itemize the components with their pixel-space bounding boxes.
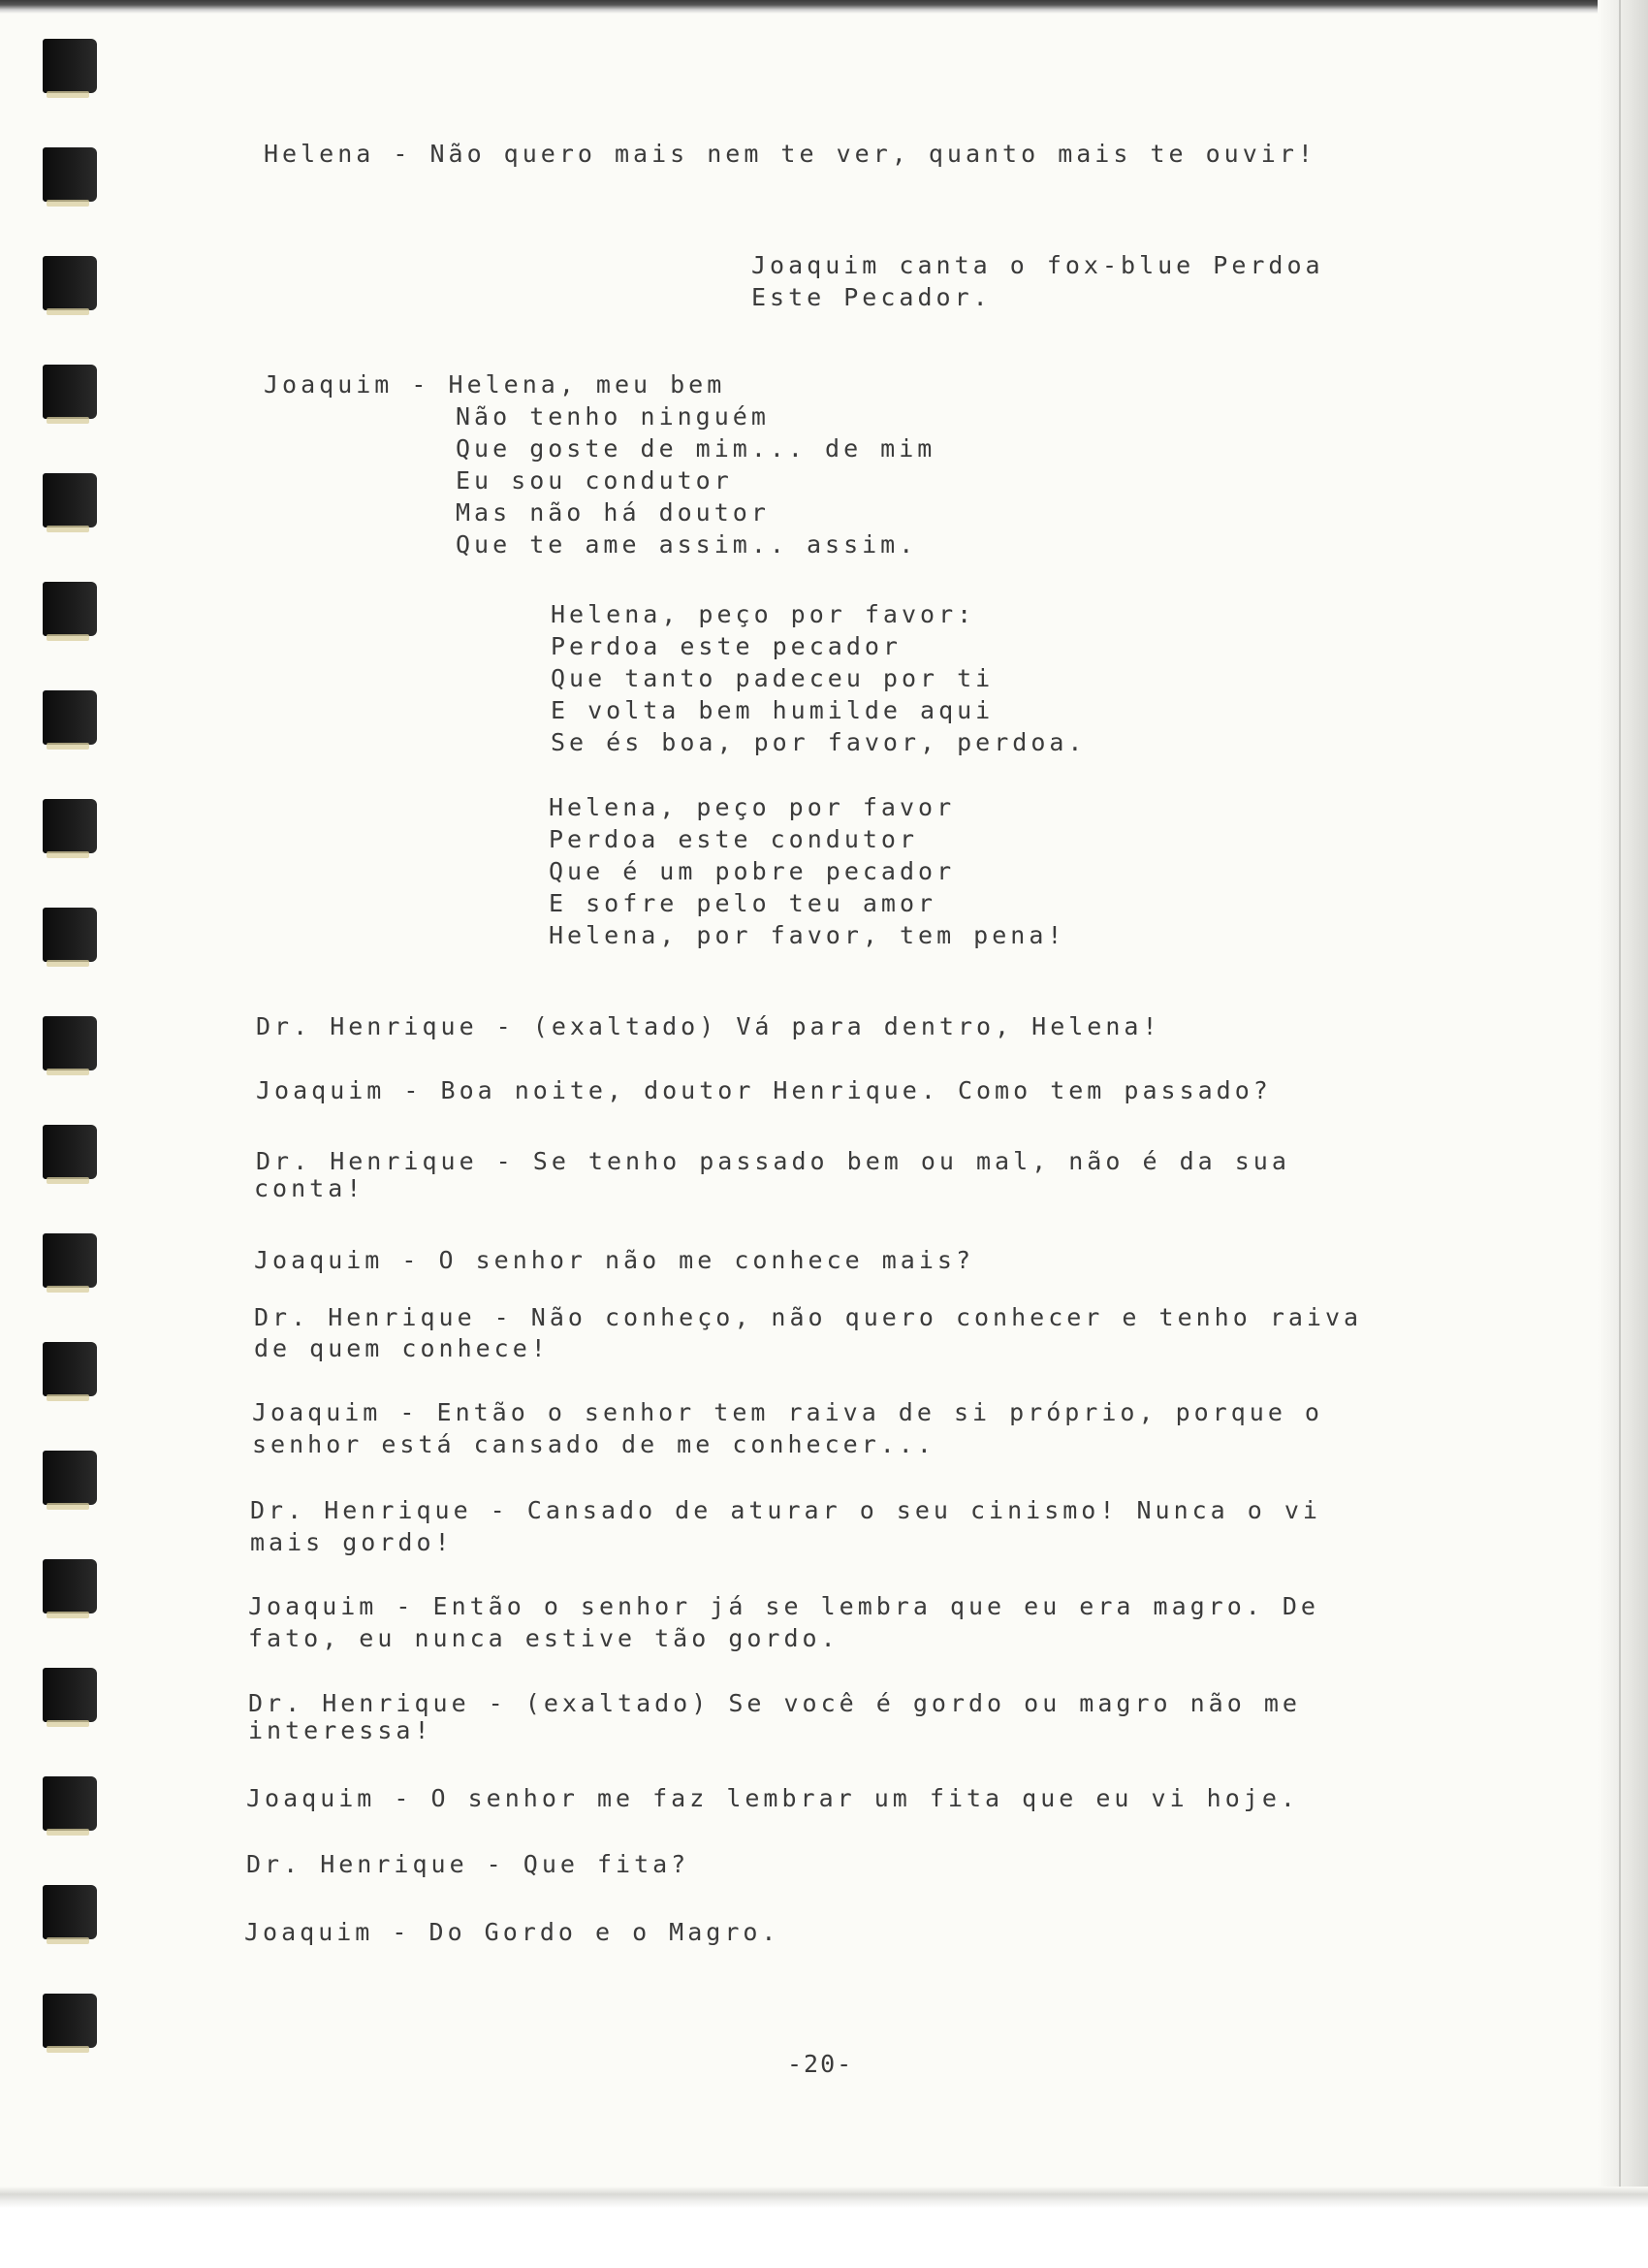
dialogue-line: de quem conhece!: [254, 1334, 550, 1362]
binding-coil: [43, 365, 97, 419]
page-right-edge: [1598, 0, 1648, 2268]
dialogue-line: mais gordo!: [250, 1528, 454, 1556]
dialogue-line: Dr. Henrique - Se tenho passado bem ou mal, não é da sua: [256, 1147, 1290, 1175]
page-bottom-edge: [0, 2187, 1648, 2268]
dialogue-line: Joaquim - Boa noite, doutor Henrique. Como tem passado?: [256, 1076, 1272, 1104]
page-top-edge: [0, 0, 1648, 14]
binding-coil: [43, 473, 97, 527]
binding-coil: [43, 1885, 97, 1939]
dialogue-line: fato, eu nunca estive tão gordo.: [248, 1624, 840, 1652]
verse-2-line: Que é um pobre pecador: [549, 857, 956, 885]
binding-coil: [43, 1559, 97, 1613]
binding-coil: [43, 256, 97, 310]
verse-2-line: E sofre pelo teu amor: [549, 889, 937, 917]
spiral-binding: [0, 0, 116, 2268]
verse-2-line: Helena, peço por favor: [549, 793, 956, 821]
dialogue-line: Dr. Henrique - (exaltado) Vá para dentro, Helena!: [256, 1012, 1161, 1040]
stage-direction-line: Joaquim canta o fox-blue Perdoa: [751, 251, 1324, 279]
stage-direction-line: Este Pecador.: [751, 283, 992, 311]
dialogue-line: Joaquim - Então o senhor já se lembra que eu era magro. De: [248, 1592, 1319, 1620]
dialogue-line: Dr. Henrique - (exaltado) Se você é gordo ou magro não me: [248, 1689, 1301, 1717]
binding-coil: [43, 1125, 97, 1179]
binding-coil: [43, 582, 97, 636]
dialogue-line: Joaquim - O senhor me faz lembrar um fita que eu vi hoje.: [246, 1784, 1299, 1812]
page-number: -20-: [787, 2050, 854, 2078]
verse-1-line: Helena, peço por favor:: [551, 600, 976, 628]
verse-1-line: Que tanto padeceu por ti: [551, 664, 995, 692]
binding-coil: [43, 1016, 97, 1070]
dialogue-line: senhor está cansado de me conhecer...: [252, 1430, 935, 1458]
binding-coil: [43, 690, 97, 745]
verse-2-line: Perdoa este condutor: [549, 825, 919, 853]
dialogue-line: Dr. Henrique - Que fita?: [246, 1850, 690, 1878]
dialogue-line: Joaquim - Então o senhor tem raiva de si próprio, porque o: [252, 1398, 1323, 1426]
dialogue-line: conta!: [254, 1174, 365, 1202]
binding-coil: [43, 39, 97, 93]
binding-coil: [43, 1668, 97, 1722]
verse-2-line: Helena, por favor, tem pena!: [549, 921, 1066, 949]
song-intro-line: Eu sou condutor: [456, 466, 733, 495]
song-intro-line: Joaquim - Helena, meu bem: [264, 370, 726, 399]
song-intro-line: Não tenho ninguém: [456, 402, 770, 431]
dialogue-line: Dr. Henrique - Cansado de aturar o seu cinismo! Nunca o vi: [250, 1496, 1321, 1524]
binding-coil: [43, 799, 97, 853]
verse-1-line: Perdoa este pecador: [551, 632, 902, 660]
binding-coil: [43, 1233, 97, 1288]
dialogue-line: interessa!: [248, 1716, 433, 1744]
dialogue-line: Dr. Henrique - Não conheço, não quero conhecer e tenho raiva: [254, 1303, 1363, 1331]
binding-coil: [43, 1776, 97, 1831]
binding-coil: [43, 1994, 97, 2048]
verse-1-line: E volta bem humilde aqui: [551, 696, 995, 724]
dialogue-line: Joaquim - Do Gordo e o Magro.: [244, 1918, 780, 1946]
binding-coil: [43, 147, 97, 202]
song-intro-line: Mas não há doutor: [456, 498, 770, 527]
binding-coil: [43, 1342, 97, 1396]
binding-coil: [43, 908, 97, 962]
binding-coil: [43, 1451, 97, 1505]
song-intro-line: Que te ame assim.. assim.: [456, 530, 918, 559]
verse-1-line: Se és boa, por favor, perdoa.: [551, 728, 1087, 756]
song-intro-line: Que goste de mim... de mim: [456, 434, 936, 463]
opening-line: Helena - Não quero mais nem te ver, quanto mais te ouvir!: [264, 140, 1316, 168]
dialogue-line: Joaquim - O senhor não me conhece mais?: [254, 1246, 974, 1274]
